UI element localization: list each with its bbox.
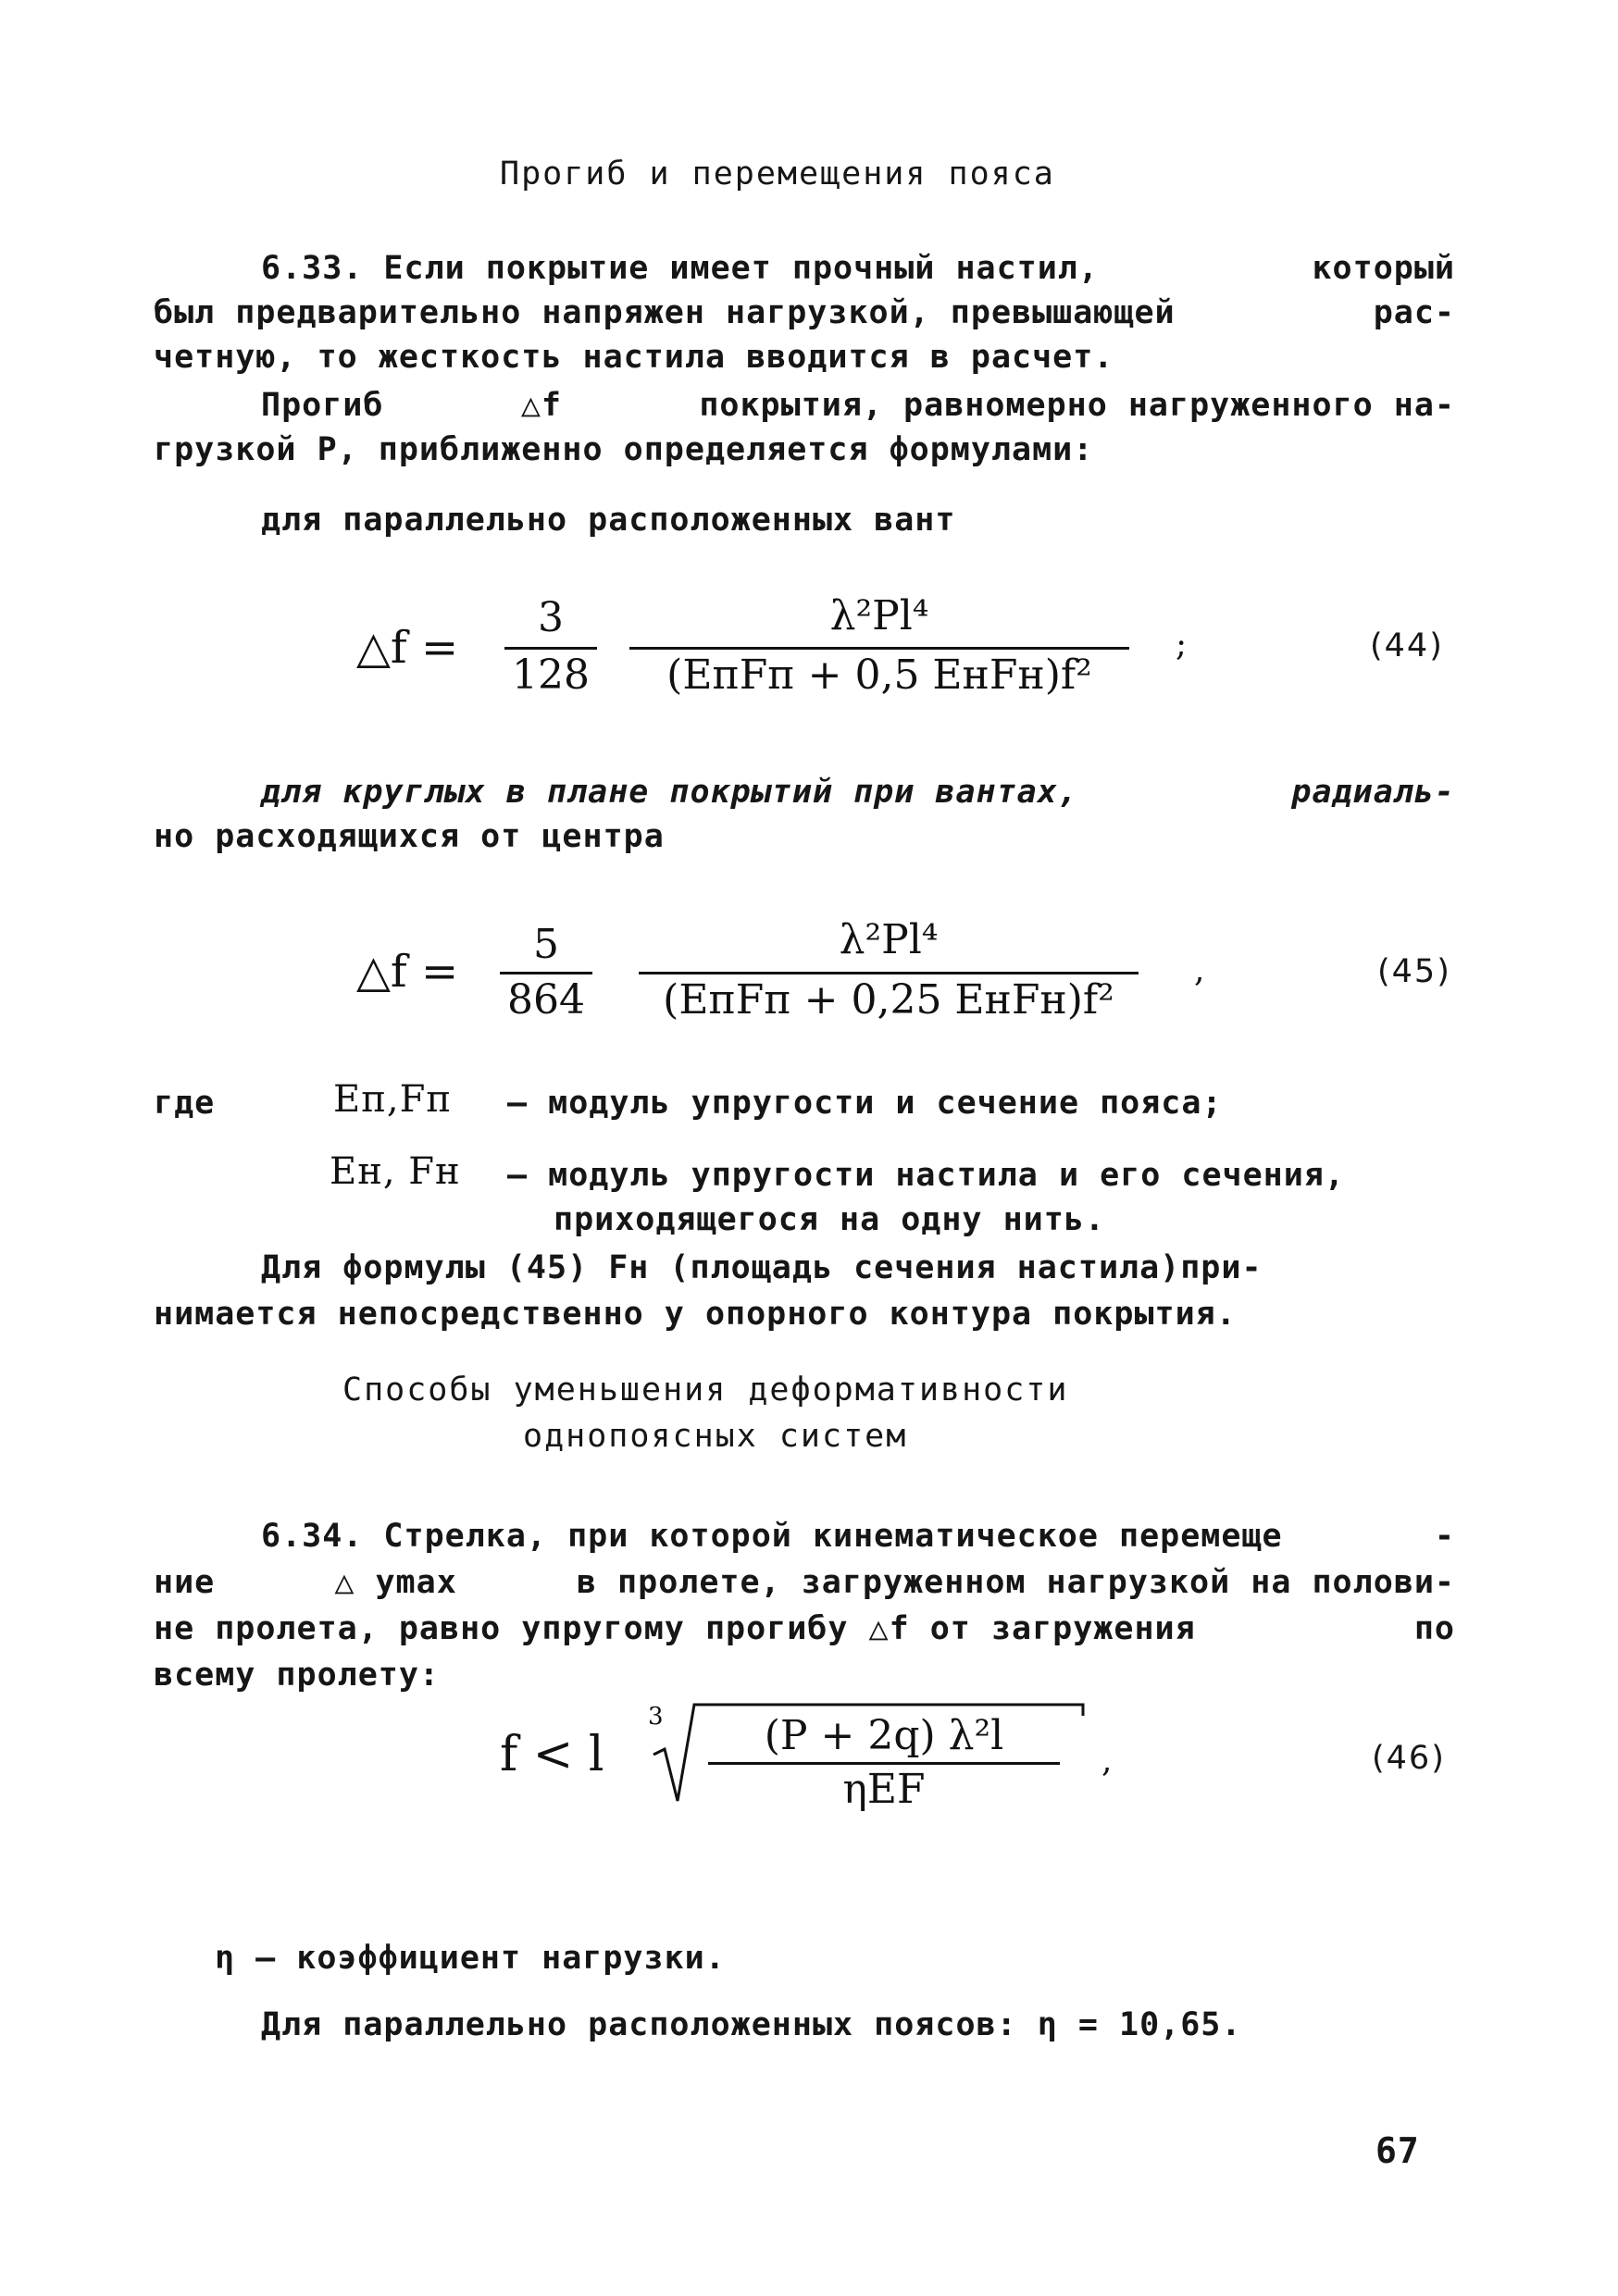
eq46-root-index: 3	[648, 1703, 664, 1731]
paragraph-line: грузкой P, приближенно определяется формулами:	[154, 431, 1094, 468]
paragraph-line: но расходящихся от центра	[154, 818, 665, 855]
section-heading-deflection: Прогиб и перемещения пояса	[500, 155, 1055, 192]
eq45-coef-num: 5	[533, 921, 559, 968]
eq45-main-den: (EпFп + 0,25 EнFн)f²	[663, 976, 1114, 1024]
eq45-lhs: △f =	[356, 946, 459, 998]
eq45-main-bar	[639, 972, 1139, 974]
eq46-lhs: f < l	[500, 1727, 604, 1782]
delta-ymax-symbol: △ ymax	[334, 1564, 457, 1601]
where-label: где	[154, 1085, 216, 1122]
eq44-main-num: λ²Pl⁴	[829, 592, 929, 639]
eq46-num: (P + 2q) λ²l	[764, 1712, 1004, 1759]
def2-symbol: Eн, Fн	[330, 1150, 461, 1193]
delta-f-symbol: △f	[520, 387, 562, 424]
eta-definition: η – коэффициент нагрузки.	[215, 1940, 726, 1977]
def2-text: – модуль упругости настила и его сечения,	[507, 1157, 1345, 1194]
paragraph-line: Прогиб △f покрытия, равномерно нагруженного на-	[261, 387, 1455, 424]
paragraph-line: ние △ ymax в пролете, загруженном нагрузкой на полови-	[154, 1564, 1455, 1601]
eq44-main-bar	[629, 647, 1129, 650]
paragraph-line: не пролета, равно упругому прогибу △f от загружения по	[154, 1610, 1455, 1647]
eta-value-line: Для параллельно расположенных поясов: η = 10,65.	[261, 2006, 1242, 2043]
def1-symbol: Eп,Fп	[333, 1078, 452, 1121]
eq44-coef-bar	[504, 647, 597, 650]
section-heading-methods-cont: однопоясных систем	[523, 1418, 908, 1455]
paragraph-line: 6.34. Стрелка, при которой кинематическое перемеще -	[261, 1518, 1455, 1555]
eq45-punct: ,	[1194, 951, 1205, 989]
paragraph-line: 6.33. Если покрытие имеет прочный настил, который	[261, 250, 1455, 287]
eq44-coef-num: 3	[538, 594, 564, 641]
paragraph-line: был предварительно напряжен нагрузкой, превышающей рас-	[154, 294, 1455, 331]
def1-text: – модуль упругости и сечение пояса;	[507, 1085, 1223, 1122]
paragraph-line: нимается непосредственно у опорного контура покрытия.	[154, 1296, 1237, 1333]
eq44-number: (44)	[1370, 627, 1444, 664]
paragraph-line: всему пролету:	[154, 1657, 441, 1694]
eq45-number: (45)	[1377, 953, 1451, 990]
section-heading-methods: Способы уменьшения деформативности	[342, 1371, 1069, 1409]
eq46-den: ηEF	[842, 1766, 926, 1813]
eq45-main-num: λ²Pl⁴	[839, 916, 939, 963]
def2-text-cont: приходящегося на одну нить.	[554, 1201, 1105, 1238]
eq45-coef-den: 864	[507, 976, 585, 1024]
eq44-coef-den: 128	[512, 652, 590, 699]
eq46-punct: ,	[1101, 1742, 1113, 1780]
eq46-number: (46)	[1372, 1740, 1446, 1777]
eq46-bar	[708, 1762, 1060, 1765]
eq44-main-den: (EпFп + 0,5 EнFн)f²	[666, 652, 1092, 699]
paragraph-line: четную, то жесткость настила вводится в расчет.	[154, 339, 1114, 376]
page-number: 67	[1375, 2130, 1420, 2171]
case-label: для параллельно расположенных вант	[261, 502, 956, 539]
eq44-punct: ;	[1176, 626, 1188, 664]
paragraph-line: для круглых в плане покрытий при вантах, радиаль-	[261, 774, 1455, 811]
paragraph-line: Для формулы (45) Fн (площадь сечения настила)при-	[261, 1249, 1263, 1286]
eq45-coef-bar	[500, 972, 592, 974]
eq44-lhs: △f =	[356, 622, 459, 674]
